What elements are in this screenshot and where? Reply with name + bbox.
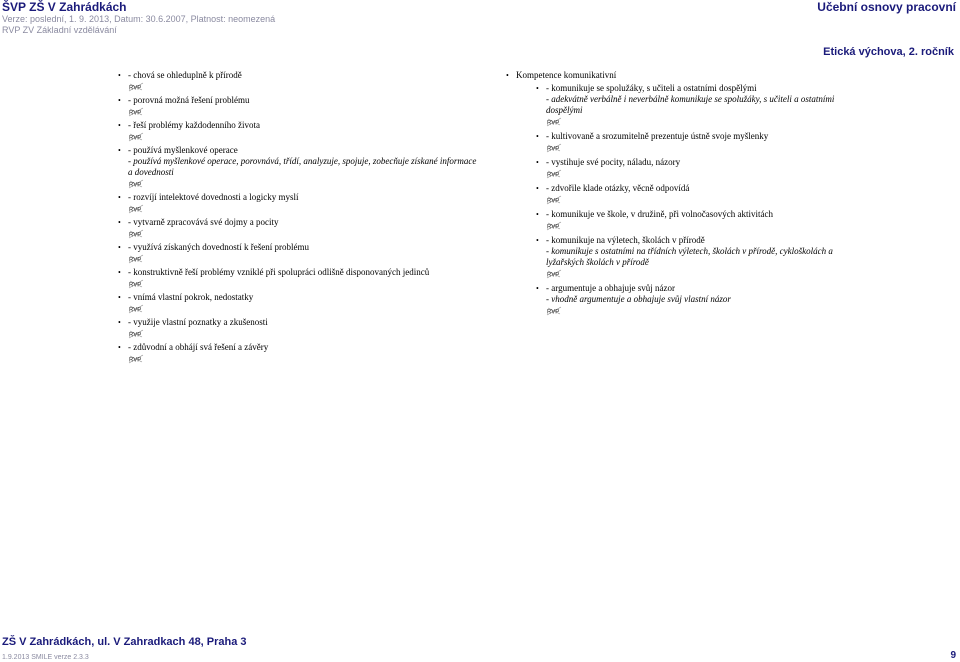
rvp-icon-label: RVP xyxy=(129,135,142,142)
outcome-text: - porovná možná řešení problému xyxy=(128,95,250,105)
outcome-text: - argumentuje a obhajuje svůj názor xyxy=(546,283,676,293)
outcome-text: - zdůvodní a obhájí svá řešení a závěry xyxy=(128,342,269,352)
left-column xyxy=(118,70,478,367)
rvp-link-icon[interactable] xyxy=(128,229,144,239)
bullet-icon: • xyxy=(118,193,121,202)
outcome-text: - používá myšlenkové operace xyxy=(128,145,238,155)
rvp-icon-label: RVP xyxy=(547,146,560,153)
rvp-icon-label: RVP xyxy=(547,224,560,231)
header-rvp-name: RVP ZV Základní vzdělávání xyxy=(2,25,117,35)
rvp-link-icon[interactable] xyxy=(128,354,144,364)
list-item xyxy=(536,157,836,179)
competence-title: Kompetence komunikativní xyxy=(516,70,617,80)
subject-title: Etická výchova, 2. ročník xyxy=(823,46,954,58)
rvp-link-icon[interactable] xyxy=(128,254,144,264)
rvp-icon-label: RVP xyxy=(129,357,142,364)
rvp-icon-label: RVP xyxy=(129,232,142,239)
outcome-detail: - používá myšlenkové operace, porovnává, třídí, analyzuje, spojuje, zobecňuje získané informace a dovednosti xyxy=(128,156,477,177)
list-item xyxy=(118,267,478,289)
rvp-icon-label: RVP xyxy=(129,307,142,314)
rvp-link-icon[interactable] xyxy=(546,306,562,316)
list-item xyxy=(118,242,478,264)
bullet-icon: • xyxy=(536,84,539,93)
list-item xyxy=(536,131,836,153)
outcome-text: - komunikuje na výletech, školách v přírodě xyxy=(546,235,705,245)
list-item xyxy=(536,283,836,316)
rvp-link-icon[interactable] xyxy=(128,279,144,289)
rvp-link-icon[interactable] xyxy=(546,143,562,153)
bullet-icon: • xyxy=(536,210,539,219)
list-item xyxy=(118,292,478,314)
outcome-detail: - adekvátně verbálně i neverbálně komunikuje se spolužáky, s učiteli a ostatními dospělými xyxy=(546,94,835,115)
outcome-text: - využívá získaných dovedností k řešení problému xyxy=(128,242,309,252)
rvp-icon-label: RVP xyxy=(547,272,560,279)
list-item xyxy=(118,342,478,364)
rvp-icon-label: RVP xyxy=(547,172,560,179)
rvp-icon-label: RVP xyxy=(129,282,142,289)
footer-version: 1.9.2013 SMILE verze 2.3.3 xyxy=(2,654,89,661)
outcome-text: - zdvořile klade otázky, věcně odpovídá xyxy=(546,183,690,193)
list-item xyxy=(536,235,836,279)
bullet-icon: • xyxy=(118,318,121,327)
footer-school-address: ZŠ V Zahrádkách, ul. V Zahradkach 48, Praha 3 xyxy=(2,636,247,648)
list-item xyxy=(536,83,836,127)
rvp-link-icon[interactable] xyxy=(128,204,144,214)
rvp-link-icon[interactable] xyxy=(128,107,144,117)
bullet-icon: • xyxy=(536,184,539,193)
bullet-icon: • xyxy=(118,121,121,130)
rvp-icon-label: RVP xyxy=(547,198,560,205)
outcome-detail: - vhodně argumentuje a obhajuje svůj vlastní názor xyxy=(546,294,731,304)
bullet-icon: • xyxy=(118,293,121,302)
rvp-icon-label: RVP xyxy=(129,85,142,92)
outcome-text: - vystihuje své pocity, náladu, názory xyxy=(546,157,681,167)
bullet-icon: • xyxy=(118,343,121,352)
rvp-icon-label: RVP xyxy=(129,207,142,214)
list-item xyxy=(118,95,478,117)
outcome-text: - komunikuje se spolužáky, s učiteli a ostatními dospělými xyxy=(546,83,757,93)
list-item xyxy=(118,145,478,189)
list-item xyxy=(118,192,478,214)
list-item xyxy=(118,217,478,239)
bullet-icon: • xyxy=(506,71,509,80)
bullet-icon: • xyxy=(536,158,539,167)
outcome-text: - chová se ohleduplně k přírodě xyxy=(128,70,242,80)
rvp-link-icon[interactable] xyxy=(128,179,144,189)
rvp-link-icon[interactable] xyxy=(128,82,144,92)
rvp-link-icon[interactable] xyxy=(546,221,562,231)
list-item xyxy=(118,317,478,339)
bullet-icon: • xyxy=(536,132,539,141)
rvp-link-icon[interactable] xyxy=(128,304,144,314)
competence-outcomes xyxy=(506,83,836,316)
bullet-icon: • xyxy=(118,243,121,252)
rvp-link-icon[interactable] xyxy=(546,195,562,205)
rvp-icon-label: RVP xyxy=(547,309,560,316)
bullet-icon: • xyxy=(118,96,121,105)
list-item xyxy=(118,120,478,142)
competence-heading xyxy=(506,70,836,81)
bullet-icon: • xyxy=(118,71,121,80)
list-item xyxy=(118,70,478,92)
rvp-icon-label: RVP xyxy=(129,110,142,117)
bullet-icon: • xyxy=(118,218,121,227)
outcome-text: - vnímá vlastní pokrok, nedostatky xyxy=(128,292,254,302)
rvp-icon-label: RVP xyxy=(547,120,560,127)
rvp-link-icon[interactable] xyxy=(546,269,562,279)
bullet-icon: • xyxy=(536,284,539,293)
list-item xyxy=(536,183,836,205)
rvp-link-icon[interactable] xyxy=(546,117,562,127)
rvp-link-icon[interactable] xyxy=(128,329,144,339)
rvp-link-icon[interactable] xyxy=(128,132,144,142)
rvp-icon-label: RVP xyxy=(129,257,142,264)
page-number: 9 xyxy=(950,650,956,661)
header-school-name: ŠVP ZŠ V Zahrádkách xyxy=(2,0,127,14)
rvp-icon-label: RVP xyxy=(129,182,142,189)
bullet-icon: • xyxy=(118,268,121,277)
rvp-link-icon[interactable] xyxy=(546,169,562,179)
outcome-text: - využije vlastní poznatky a zkušenosti xyxy=(128,317,268,327)
outcome-text: - rozvíjí intelektové dovednosti a logicky myslí xyxy=(128,192,299,202)
outcome-text: - vytvarně zpracovává své dojmy a pocity xyxy=(128,217,279,227)
outcome-detail: - komunikuje s ostatními na třídních výletech, školách v přírodě, cykloškolách a lyžařských školách v přírodě xyxy=(546,246,833,267)
header-version-info: Verze: poslední, 1. 9. 2013, Datum: 30.6.2007, Platnost: neomezená xyxy=(2,14,276,24)
outcome-text: - komunikuje ve škole, v družině, při volnočasových aktivitách xyxy=(546,209,773,219)
header-document-type: Učební osnovy pracovní xyxy=(817,0,956,14)
outcome-text: - řeší problémy každodenního života xyxy=(128,120,260,130)
bullet-icon: • xyxy=(118,146,121,155)
bullet-icon: • xyxy=(536,236,539,245)
outcome-text: - kultivovaně a srozumitelně prezentuje ústně svoje myšlenky xyxy=(546,131,769,141)
right-column xyxy=(506,70,836,320)
list-item xyxy=(536,209,836,231)
rvp-icon-label: RVP xyxy=(129,332,142,339)
outcome-text: - konstruktivně řeší problémy vzniklé při spolupráci odlišně disponovaných jedinců xyxy=(128,267,430,277)
